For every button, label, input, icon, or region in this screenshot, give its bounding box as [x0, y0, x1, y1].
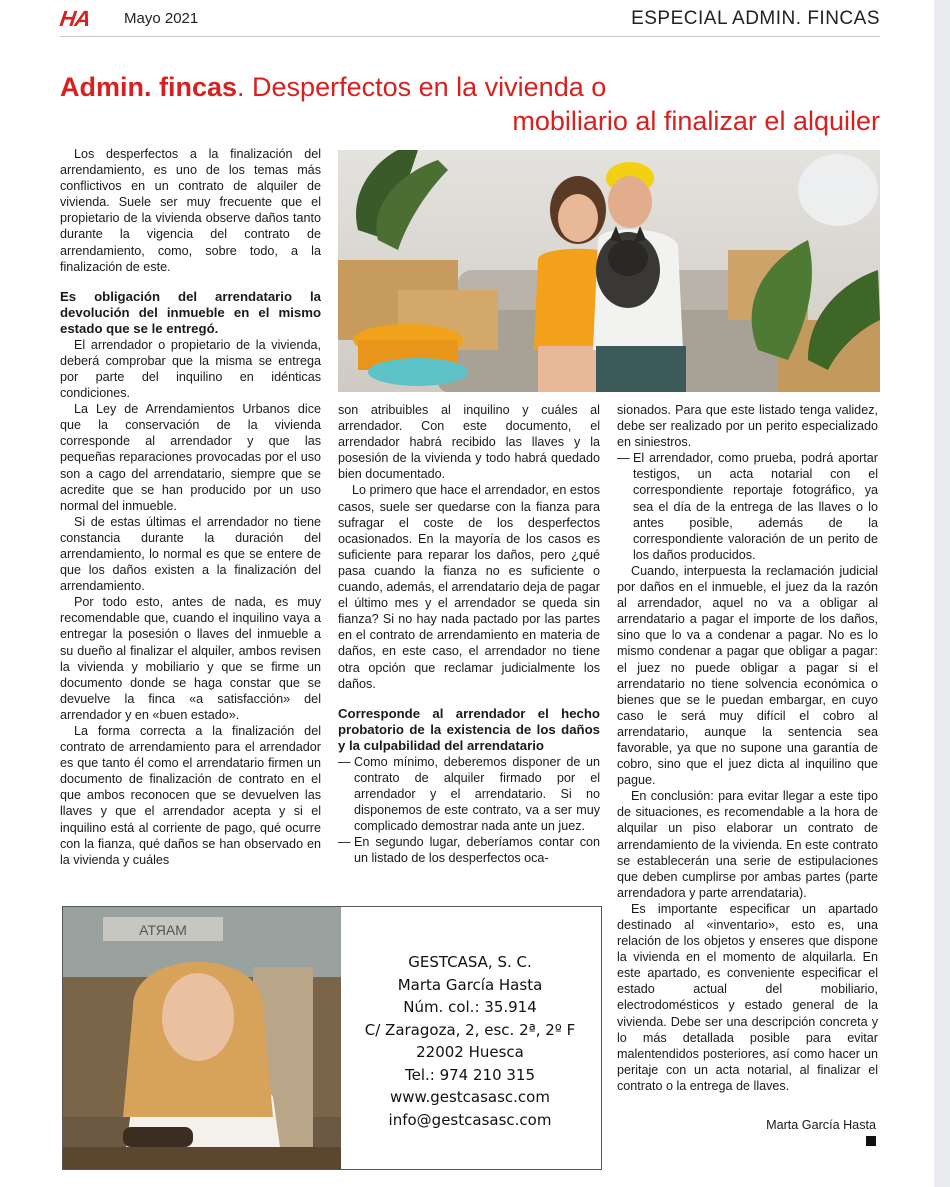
postal-city: 22002 Huesca — [416, 1043, 524, 1061]
author-portrait-photo — [63, 907, 341, 1169]
list-item: — Como mínimo, deberemos disponer de un contrato de alquiler firmado por el arrendador y el arrendatario. Si no disponemos de este contrato, va a ser muy complicado demostrar nada ante un juez. — [338, 754, 600, 834]
window-sign-text: MARTA — [139, 922, 187, 938]
article-column-middle — [338, 402, 600, 866]
street-address: C/ Zaragoza, 2, esc. 2ª, 2º F — [364, 1020, 576, 1039]
page-edge — [934, 0, 950, 1187]
paragraph: Si de estas últimas el arrendador no tiene constancia durante la duración del arrendamiento, lo normal es que se entere de que los daños existen a la finalización del arrendamiento. — [60, 514, 321, 594]
end-of-article-mark — [866, 1136, 876, 1146]
article-title-line-1 — [60, 72, 606, 103]
phone-number: Tel.: 974 210 315 — [404, 1065, 536, 1084]
paragraph: La forma correcta a la finalización del contrato de arrendamiento para el arrendador es que tanto él como el arrendatario firmen un documento de finalización de contrato en el que ambos reconocen que se devuelven las llaves y que el arrendador acepta y si el inquilino está al corriente de pago, qué ocurre con la fianza, qué daños se han observado en la vivienda y cuáles — [60, 724, 321, 867]
paragraph: Es importante especificar un apartado destinado al «inventario», esto es, una relación de los objetos y enseres que dispone la vivienda en el momento de alquilarla. En este apartado, es conveniente especificar el estado actual del mobiliario, electrodomésticos y estado general de la vivienda. Debe ser una descripción concreta y lo más detallada posible para evitar malentendidos posteriores, así como hacer un peritaje con un acta notarial, al finalizar el contrato o la entrega de llaves. — [617, 901, 878, 1093]
couple-moving-photo — [338, 150, 880, 392]
issue-date: Mayo 2021 — [124, 10, 199, 27]
subheading: Es obligación del arrendatario la devolución del inmueble en el mismo estado que se le entregó. — [60, 288, 321, 336]
paragraph: Lo primero que hace el arrendador, en estos casos, suele ser quedarse con la fianza para sufragar el coste de los desperfectos ocasionados. En la mayoría de los casos es suficiente para reparar los daños, pero ¿qué pasa cuando la fianza no es suficiente o cuando, además, el arrendatario deja de pagar el último mes y el arrendador se queda sin fianza? Si no hay nada pactado por las partes en el contrato de arrendamiento en materia de daños, en este caso, el arrendador no tiene otra opción que reclamar judicialmente los daños. — [338, 483, 600, 691]
list-item: — El arrendador, como prueba, podrá aportar testigos, un acta notarial con el correspondiente reportaje fotográfico, ya sea el día de la entrega de las llaves o lo antes posible, además de la correspondiente valoración de un perito de los daños producidos. — [617, 450, 878, 563]
registration-number: Núm. col.: 35.914 — [403, 998, 537, 1016]
portrait-illustration — [63, 907, 341, 1169]
article-column-right — [617, 402, 878, 1094]
paragraph: Los desperfectos a la finalización del arrendamiento, es uno de los temas más conflictivos en un contrato de alquiler de vivienda. Suele ser muy frecuente que el propietario de la vivienda observe daños tanto durante la vigencia del contrato de arrendamiento, como, sobre todo, a la finalización de este. — [60, 147, 321, 274]
subheading: Corresponde al arrendador el hecho probatorio de la existencia de los daños y la culpabilidad del arrendatario — [338, 705, 600, 753]
paragraph: En conclusión: para evitar llegar a este tipo de situaciones, es recomendable a la hora de alquilar un piso elaborar un contrato de arrendamiento de la vivienda. En este contrato se establecerán una serie de estipulaciones que deben cumplirse por ambas partes (parte arrendadora y parte arrendataria). — [617, 789, 878, 900]
email-link[interactable]: info@gestcasasc.com — [388, 1110, 552, 1129]
magazine-logo: HA — [58, 6, 92, 31]
hero-photo — [338, 150, 880, 392]
page-header — [60, 6, 880, 34]
article-title-line-2: mobiliario al finalizar el alquiler — [512, 106, 880, 136]
paragraph: El arrendador o propietario de la vivienda, deberá comprobar que la misma se entrega por parte del inquilino en idénticas condiciones. — [60, 337, 321, 401]
advertisement-box — [62, 906, 602, 1170]
company-name: GESTCASA, S. C. — [408, 953, 532, 971]
header-rule — [60, 36, 880, 37]
paragraph: son atribuibles al inquilino y cuáles al arrendador. Con este documento, el arrendador habrá recibido las llaves y la posesión de la vivienda y todo habrá quedado bien documentado. — [338, 403, 600, 482]
paragraph: Por todo esto, antes de nada, es muy recomendable que, cuando el inquilino vaya a entregar la posesión o llaves del inmueble a su dueño al finalizar el alquiler, ambos revisen la vivienda y mobiliario y que se firme un documento donde se haga constar que se devuelve la finca «a satisfacción» del arrendador y en «buen estado». — [60, 595, 321, 722]
paragraph: sionados. Para que este listado tenga validez, debe ser realizado por un perito especializado en siniestros. — [617, 403, 878, 450]
article-title-part-1: . Desperfectos en la vivienda o — [237, 72, 607, 102]
article-title-section: Admin. fincas — [60, 72, 238, 102]
contact-details — [345, 951, 595, 1131]
paragraph: La Ley de Arrendamientos Urbanos dice que la conservación de la vivienda corresponde al arrendador y que las pequeñas reparaciones provocadas por el uso son a cago del arrendatario, siempre que se acredite que se han producido por un uso normal del inmueble. — [60, 402, 321, 513]
author-signature: Marta García Hasta — [766, 1118, 876, 1132]
contact-name: Marta García Hasta — [397, 975, 543, 994]
article-column-left — [60, 146, 321, 868]
list-item: — En segundo lugar, deberíamos contar con un listado de los desperfectos oca- — [338, 834, 600, 866]
section-tag: ESPECIAL ADMIN. FINCAS — [631, 8, 880, 29]
paragraph: Cuando, interpuesta la reclamación judicial por daños en el inmueble, el juez da la razón al arrendador, aquel no va a obligar al arrendatario a pagar el importe de los daños, sino que lo va a condenar a pagar. No es lo mismo condenar a pagar que obligar a pagar: el juez no puede obligar a pagar si el arrendatario no tiene solvencia económica o bienes que se le puedan embargar, en cuyo caso le será muy difícil el cobro al arrendatario, aunque la sentencia sea favorable, ya que no supone una garantía de cobro, sino que el juez dicta al inquilino que pague. — [617, 563, 878, 788]
website-link[interactable]: www.gestcasasc.com — [390, 1088, 550, 1106]
